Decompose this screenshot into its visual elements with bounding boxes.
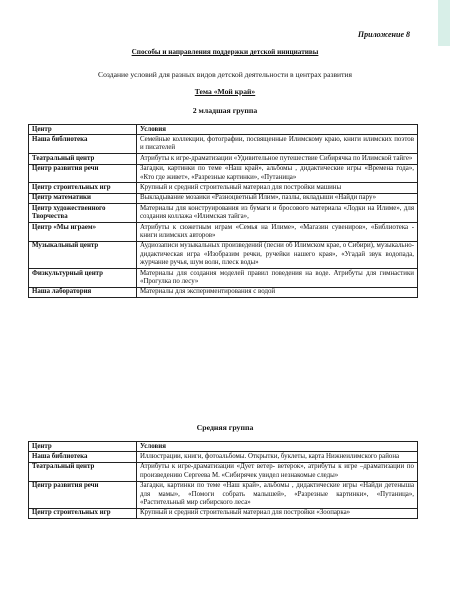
conditions-cell: Загадки, картинки по теме «Наш край», альбомы , дидактические игры «Времена года», «Кто где живет», «Разрезные картинки», «Путаница» [137, 164, 418, 183]
header-conditions: Условия [137, 125, 418, 135]
center-cell: Музыкальный центр [29, 241, 137, 268]
center-cell: Физкультурный центр [29, 269, 137, 288]
center-cell: Центр развития речи [29, 164, 137, 183]
center-cell: Наша библиотека [29, 135, 137, 154]
header-center: Центр [29, 442, 137, 452]
conditions-cell: Иллюстрации, книги, фотоальбомы. Открытки, буклеты, карта Нижнеилимского района [137, 452, 418, 462]
document-title: Способы и направления поддержки детской инициативы [131, 48, 319, 56]
center-cell: Театральный центр [29, 154, 137, 164]
conditions-cell: Материалы для создания моделей правил поведения на воде. Атрибуты для гимнастики «Прогулка по лесу» [137, 269, 418, 288]
center-cell: Наша библиотека [29, 452, 137, 462]
table-row [29, 154, 418, 164]
conditions-cell: Семейные коллекции, фотографии, посвященные Илимскому краю, книги илимских поэтов и писателей [137, 135, 418, 154]
conditions-cell: Аудиозаписи музыкальных произведений (песни об Илимском крае, о Сибири), музыкально-дидактическая игра «Изобразим речки, ручейки нашего края», «Угадай звук водопада, журчание ручья, шум волн, плеск воды» [137, 241, 418, 268]
table-row [29, 193, 418, 203]
table-row [29, 223, 418, 242]
conditions-cell: Загадки, картинки по теме «Наш край», альбомы , дидактические игры «Найди детеныша для мамы», «Помоги собрать малышей», «Разрезные картинки», «Путаница», «Растительный мир сибирского леса» [137, 481, 418, 508]
table-row [29, 241, 418, 268]
center-cell: Центр строительных игр [29, 508, 137, 518]
header-center: Центр [29, 125, 137, 135]
conditions-cell: Материалы для конструирования из бумаги и бросового материала «Лодки на Илиме», для создания коллажа «Илимская тайга», [137, 204, 418, 223]
table-row [29, 204, 418, 223]
header-conditions: Условия [137, 442, 418, 452]
table-row [29, 462, 418, 481]
table-row [29, 183, 418, 193]
conditions-cell: Атрибуты к игре-драматизации «Удивительное путешествие Сибирячка по Илимской тайге» [137, 154, 418, 164]
table-row [29, 135, 418, 154]
table-header-row [29, 442, 418, 452]
appendix-label: Приложение 8 [357, 30, 410, 39]
centers-table-middle [28, 441, 418, 519]
table-header-row [29, 125, 418, 135]
center-cell: Центр строительных игр [29, 183, 137, 193]
theme-heading: Тема «Мой край» [194, 87, 256, 96]
center-cell: Центр развития речи [29, 481, 137, 508]
centers-table-junior [28, 124, 418, 298]
conditions-cell: Выкладывание мозаики «Разноцветный Илим», пазлы, вкладыши «Найди пару» [137, 193, 418, 203]
center-cell: Центр «Мы играем» [29, 223, 137, 242]
table-row [29, 269, 418, 288]
scan-edge-strip [438, 0, 450, 46]
center-cell: Наша лаборатория [29, 287, 137, 297]
center-cell: Центр математики [29, 193, 137, 203]
conditions-cell: Атрибуты к сюжетным играм «Семья на Илиме», «Магазин сувениров», «Библиотека - книги илимских авторов» [137, 223, 418, 242]
table-row [29, 452, 418, 462]
conditions-cell: Атрибуты к игре-драматизации «Дует ветер- ветерок», атрибуты к игре –драматизации по произведению Сергеева М. «Сибирячек увидел незнакомые следы» [137, 462, 418, 481]
document-subtitle: Создание условий для разных видов детской деятельности в центрах развития [98, 70, 352, 79]
conditions-cell: Материалы для экспериментирования с водой [137, 287, 418, 297]
conditions-cell: Крупный и средний строительный материал для постройки машины [137, 183, 418, 193]
group-title-junior: 2 младшая группа [192, 106, 258, 115]
table-row [29, 481, 418, 508]
conditions-cell: Крупный и средний строительный материал для постройки «Зоопарка» [137, 508, 418, 518]
group-title-middle: Средняя группа [196, 423, 254, 432]
table-row [29, 287, 418, 297]
table-row [29, 164, 418, 183]
center-cell: Центр художественного Творчества [29, 204, 137, 223]
center-cell: Театральный центр [29, 462, 137, 481]
table-row [29, 508, 418, 518]
